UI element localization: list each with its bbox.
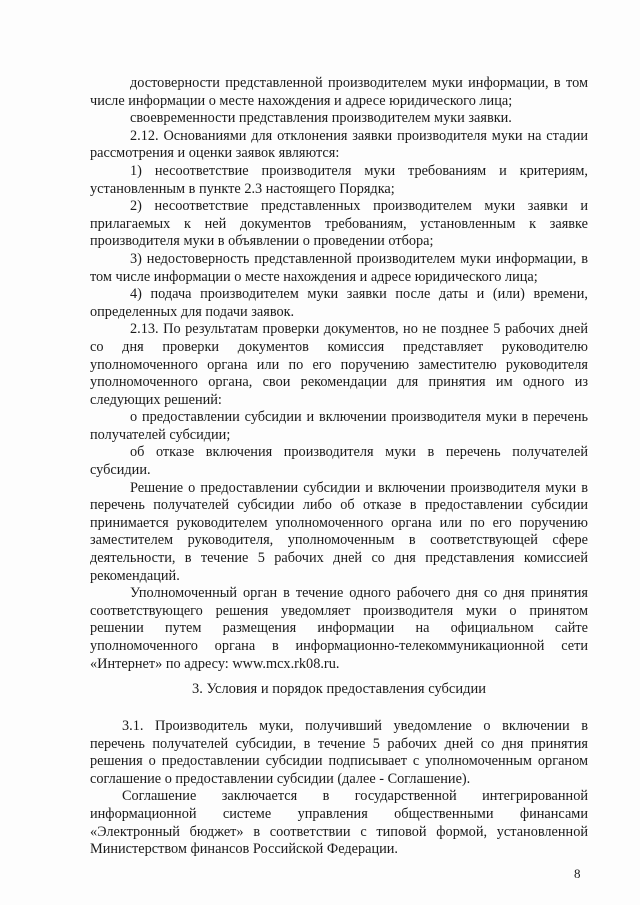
paragraph: 2.13. По результатам проверки документов, но не позднее 5 рабочих дней со дня проверки документов комиссия представляет руководителю уполномоченного органа или по его поручению заместителю руководителя уполномоченного органа, свои рекомендации для принятия им одного из следующих решений: — [90, 321, 588, 408]
section-title: 3. Условия и порядок предоставления субсидии — [191, 681, 486, 697]
page-number: 8 — [574, 866, 581, 881]
body-text — [90, 75, 588, 673]
paragraph: 4) подача производителем муки заявки после даты и (или) времени, определенных для подачи заявок. — [90, 286, 588, 320]
paragraph: 3) недостоверность представленной производителем муки информации, в том числе информации о месте нахождения и адресе юридического лица; — [90, 250, 588, 285]
paragraph: Решение о предоставлении субсидии и включении производителя муки в перечень получателей субсидии либо об отказе в предоставлении субсидии принимается руководителем уполномоченного органа или по его поручению заместителем руководителя, уполномоченным в соответствующей сфере деятельности, в течение 5 рабочих дней со дня представления комиссией рекомендаций. — [90, 479, 588, 584]
paragraph: Уполномоченный орган в течение одного рабочего дня со дня принятия соответствующего решения уведомляет производителя муки о принятом решении путем размещения информации на официальном сайте уполномоченного органа в информационно-телекоммуникационной сети «Интернет» по адресу: www.mcx.rk08.ru. — [90, 585, 588, 672]
section-text — [90, 718, 588, 859]
paragraph: 1) несоответствие производителя муки требованиям и критериям, установленным в пункте 2.3 настоящего Порядка; — [90, 162, 588, 197]
paragraph: достоверности представленной производителем муки информации, в том числе информации о месте нахождения и адресе юридического лица; — [90, 75, 588, 109]
paragraph: 2.12. Основаниями для отклонения заявки производителя муки на стадии рассмотрения и оценки заявок являются: — [90, 127, 588, 162]
paragraph: о предоставлении субсидии и включении производителя муки в перечень получателей субсидии; — [90, 409, 588, 443]
paragraph: об отказе включения производителя муки в перечень получателей субсидии. — [90, 444, 588, 479]
paragraph: 2) несоответствие представленных производителем муки заявки и прилагаемых к ней документов требованиям, установленным к заявке производителя муки в объявлении о проведении отбора; — [90, 198, 588, 250]
paragraph: Соглашение заключается в государственной интегрированной информационной системе управления общественными финансами «Электронный бюджет» в соответствии с типовой формой, установленной Министерством финансов Российской Федерации. — [90, 788, 588, 858]
paragraph: своевременности представления производителем муки заявки. — [130, 110, 512, 127]
paragraph: 3.1. Производитель муки, получивший уведомление о включении в перечень получателей субсидии, в течение 5 рабочих дней со дня принятия решения о предоставлении субсидии подписывает с уполномоченным органом соглашение о предоставлении субсидии (далее - Соглашение). — [90, 718, 588, 787]
